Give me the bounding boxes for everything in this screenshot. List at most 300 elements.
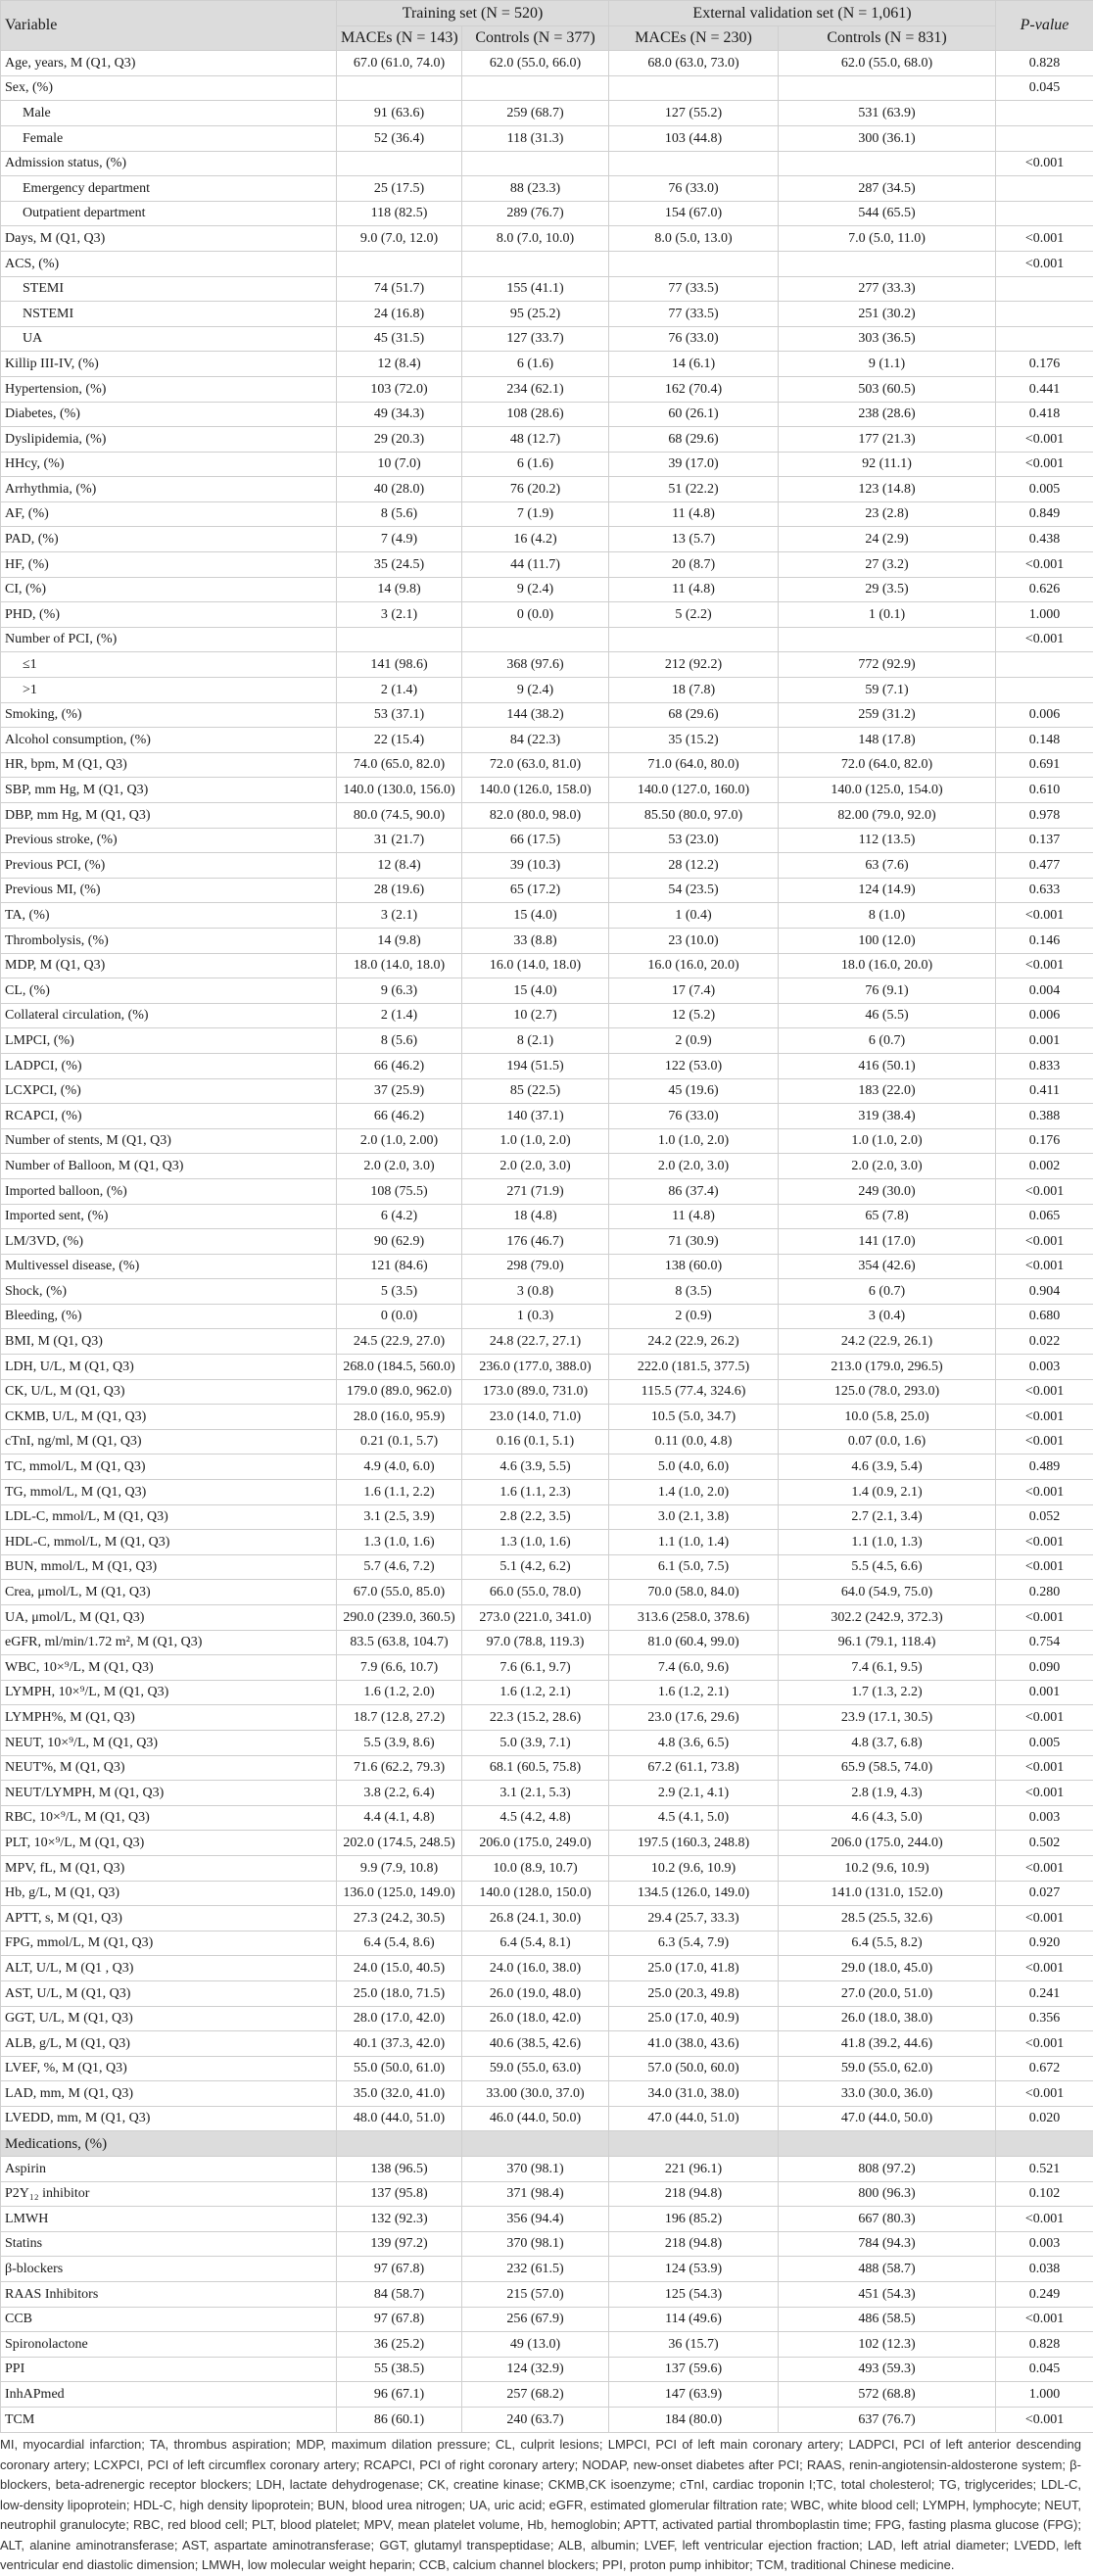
row-label-lad-mm-m-q1-q3: LAD, mm, M (Q1, Q3): [1, 2081, 337, 2107]
cell-value: 140 (37.1): [462, 1104, 609, 1129]
cell-value: 1.6 (1.2, 2.1): [609, 1680, 779, 1705]
cell-value: 95 (25.2): [462, 302, 609, 327]
cell-value: 24 (2.9): [779, 527, 996, 552]
cell-value: 28.0 (17.0, 42.0): [337, 2006, 462, 2031]
table-row: [1, 201, 1093, 226]
cell-value: 100 (12.0): [779, 928, 996, 953]
table-row: [1, 627, 1093, 652]
cell-value: 2 (1.4): [337, 678, 462, 703]
row-label-nstemi: NSTEMI: [1, 302, 337, 327]
cell-value: 222.0 (181.5, 377.5): [609, 1355, 779, 1380]
table-row: [1, 51, 1093, 76]
table-row: [1, 577, 1093, 602]
row-label-hb-g-l-m-q1-q3: Hb, g/L, M (Q1, Q3): [1, 1881, 337, 1906]
cell-value: 132 (92.3): [337, 2207, 462, 2232]
table-row: [1, 928, 1093, 953]
cell-value: 84 (58.7): [337, 2282, 462, 2308]
table-row: [1, 1053, 1093, 1078]
cell-p-value: 0.148: [996, 728, 1093, 753]
cell-value: 2.0 (2.0, 3.0): [609, 1154, 779, 1179]
cell-value: 784 (94.3): [779, 2231, 996, 2257]
cell-value: 82.0 (80.0, 98.0): [462, 803, 609, 829]
cell-value: 23.0 (14.0, 71.0): [462, 1405, 609, 1430]
cell-value: 138 (96.5): [337, 2157, 462, 2182]
table-row: [1, 1279, 1093, 1305]
table-row: [1, 978, 1093, 1004]
cell-value: 10.5 (5.0, 34.7): [609, 1405, 779, 1430]
cell-value: 14 (9.8): [337, 928, 462, 953]
table-row: [1, 1831, 1093, 1856]
row-label-ccb: CCB: [1, 2307, 337, 2332]
cell-value: [609, 2131, 779, 2157]
cell-value: 36 (25.2): [337, 2332, 462, 2358]
cell-value: 35 (15.2): [609, 728, 779, 753]
cell-p-value: 0.001: [996, 1680, 1093, 1705]
cell-value: 1.0 (1.0, 2.0): [609, 1128, 779, 1154]
cell-value: [779, 151, 996, 176]
row-label-spironolactone: Spironolactone: [1, 2332, 337, 2358]
row-label-imported-sent: Imported sent, (%): [1, 1204, 337, 1229]
cell-value: 1.3 (1.0, 1.6): [462, 1530, 609, 1555]
cell-value: 1.6 (1.2, 2.0): [337, 1680, 462, 1705]
cell-value: 0.16 (0.1, 5.1): [462, 1429, 609, 1455]
table-row: [1, 477, 1093, 502]
cell-p-value: [996, 176, 1093, 202]
cell-p-value: <0.001: [996, 1755, 1093, 1781]
cell-p-value: 0.003: [996, 1805, 1093, 1831]
cell-value: 176 (46.7): [462, 1229, 609, 1255]
cell-value: 37 (25.9): [337, 1078, 462, 1104]
cell-value: 65 (17.2): [462, 878, 609, 903]
cell-value: 11 (4.8): [609, 501, 779, 527]
table-row: [1, 2231, 1093, 2257]
cell-value: 6 (1.6): [462, 352, 609, 377]
cell-value: 251 (30.2): [779, 302, 996, 327]
table-row: [1, 2106, 1093, 2131]
cell-value: 667 (80.3): [779, 2207, 996, 2232]
cell-value: 1.6 (1.1, 2.2): [337, 1480, 462, 1505]
cell-value: [337, 75, 462, 101]
table-row: [1, 828, 1093, 853]
table-row: [1, 1605, 1093, 1631]
table-row: [1, 903, 1093, 929]
row-label-arrhythmia: Arrhythmia, (%): [1, 477, 337, 502]
cell-value: 271 (71.9): [462, 1178, 609, 1204]
cell-p-value: 0.920: [996, 1931, 1093, 1956]
cell-value: 41.8 (39.2, 44.6): [779, 2031, 996, 2057]
cell-p-value: <0.001: [996, 903, 1093, 929]
cell-value: 3.1 (2.5, 3.9): [337, 1504, 462, 1530]
cell-value: 39 (10.3): [462, 853, 609, 879]
row-label-ckmb-u-l-m-q1-q3: CKMB, U/L, M (Q1, Q3): [1, 1405, 337, 1430]
cell-value: 147 (63.9): [609, 2382, 779, 2408]
row-label-hhcy: HHcy, (%): [1, 452, 337, 477]
row-label-lm-3vd: LM/3VD, (%): [1, 1229, 337, 1255]
cell-value: 28.5 (25.5, 32.6): [779, 1906, 996, 1932]
cell-value: 10.2 (9.6, 10.9): [609, 1855, 779, 1881]
cell-value: 0 (0.0): [337, 1304, 462, 1329]
cell-value: 273.0 (221.0, 341.0): [462, 1605, 609, 1631]
cell-value: 54 (23.5): [609, 878, 779, 903]
cell-value: 27.0 (20.0, 51.0): [779, 1980, 996, 2006]
cell-value: 137 (95.8): [337, 2181, 462, 2207]
cell-value: 62.0 (55.0, 68.0): [779, 51, 996, 76]
cell-value: 2.0 (2.0, 3.0): [462, 1154, 609, 1179]
cell-value: 144 (38.2): [462, 702, 609, 728]
cell-p-value: 0.610: [996, 778, 1093, 803]
cell-value: 96 (67.1): [337, 2382, 462, 2408]
cell-value: 29.0 (18.0, 45.0): [779, 1956, 996, 1981]
row-label-previous-stroke: Previous stroke, (%): [1, 828, 337, 853]
cell-value: 4.8 (3.7, 6.8): [779, 1730, 996, 1755]
table-body: [1, 1, 1093, 2433]
cell-value: 23 (2.8): [779, 501, 996, 527]
cell-value: 76 (33.0): [609, 1104, 779, 1129]
cell-value: [779, 627, 996, 652]
cell-value: 1.4 (1.0, 2.0): [609, 1480, 779, 1505]
cell-value: 45 (19.6): [609, 1078, 779, 1104]
cell-value: 48 (12.7): [462, 427, 609, 453]
cell-p-value: <0.001: [996, 1781, 1093, 1806]
row-label-ta: TA, (%): [1, 903, 337, 929]
cell-value: 9 (6.3): [337, 978, 462, 1004]
cell-p-value: <0.001: [996, 251, 1093, 276]
cell-value: 24.0 (15.0, 40.5): [337, 1956, 462, 1981]
cell-p-value: <0.001: [996, 2207, 1093, 2232]
cell-value: 44 (11.7): [462, 552, 609, 578]
table-row: [1, 1980, 1093, 2006]
cell-value: 127 (55.2): [609, 101, 779, 126]
table-row: [1, 1304, 1093, 1329]
cell-value: 3.0 (2.1, 3.8): [609, 1504, 779, 1530]
cell-p-value: [996, 101, 1093, 126]
cell-value: 65.9 (58.5, 74.0): [779, 1755, 996, 1781]
cell-value: 49 (34.3): [337, 402, 462, 427]
cell-value: 2.8 (1.9, 4.3): [779, 1781, 996, 1806]
row-label-neut-lymph-m-q1-q3: NEUT/LYMPH, M (Q1, Q3): [1, 1781, 337, 1806]
table-header-row: [1, 1, 1093, 26]
row-label-1: ≤1: [1, 652, 337, 678]
cell-value: 60 (26.1): [609, 402, 779, 427]
cell-p-value: [996, 125, 1093, 151]
cell-value: 35 (24.5): [337, 552, 462, 578]
cell-p-value: 0.005: [996, 477, 1093, 502]
row-label-stemi: STEMI: [1, 276, 337, 302]
cell-value: 5.0 (4.0, 6.0): [609, 1455, 779, 1480]
cell-value: 20 (8.7): [609, 552, 779, 578]
cell-value: 29.4 (25.7, 33.3): [609, 1906, 779, 1932]
cell-value: 124 (14.9): [779, 878, 996, 903]
cell-p-value: 0.904: [996, 1279, 1093, 1305]
table-row: [1, 302, 1093, 327]
cell-value: 218 (94.8): [609, 2181, 779, 2207]
cell-value: 29 (20.3): [337, 427, 462, 453]
cell-value: 221 (96.1): [609, 2157, 779, 2182]
cell-value: 64.0 (54.9, 75.0): [779, 1580, 996, 1605]
row-label-fpg-mmol-l-m-q1-q3: FPG, mmol/L, M (Q1, Q3): [1, 1931, 337, 1956]
cell-value: 16 (4.2): [462, 527, 609, 552]
cell-value: 2 (1.4): [337, 1003, 462, 1028]
cell-p-value: 0.045: [996, 2357, 1093, 2382]
cell-p-value: <0.001: [996, 1379, 1093, 1405]
cell-value: 74 (51.7): [337, 276, 462, 302]
table-row: [1, 1003, 1093, 1028]
cell-value: 451 (54.3): [779, 2282, 996, 2308]
cell-p-value: <0.001: [996, 552, 1093, 578]
cell-value: 48.0 (44.0, 51.0): [337, 2106, 462, 2131]
table-row: [1, 2282, 1093, 2308]
cell-value: 8 (1.0): [779, 903, 996, 929]
cell-value: 28 (12.2): [609, 853, 779, 879]
cell-value: 18 (4.8): [462, 1204, 609, 1229]
cell-value: 40.1 (37.3, 42.0): [337, 2031, 462, 2057]
table-row: [1, 1078, 1093, 1104]
cell-value: 124 (53.9): [609, 2257, 779, 2282]
cell-p-value: <0.001: [996, 2307, 1093, 2332]
cell-value: 6 (0.7): [779, 1028, 996, 1054]
cell-value: 85 (22.5): [462, 1078, 609, 1104]
row-label-shock: Shock, (%): [1, 1279, 337, 1305]
cell-p-value: 0.978: [996, 803, 1093, 829]
cell-value: 41.0 (38.0, 43.6): [609, 2031, 779, 2057]
cell-value: 68.0 (63.0, 73.0): [609, 51, 779, 76]
cell-value: 84 (22.3): [462, 728, 609, 753]
row-label-lcxpci: LCXPCI, (%): [1, 1078, 337, 1104]
table-row: [1, 452, 1093, 477]
cell-p-value: [996, 2131, 1093, 2157]
cell-value: 2 (0.9): [609, 1028, 779, 1054]
cell-value: 3.8 (2.2, 6.4): [337, 1781, 462, 1806]
cell-p-value: 0.828: [996, 2332, 1093, 2358]
cell-value: 9.9 (7.9, 10.8): [337, 1855, 462, 1881]
row-label-imported-balloon: Imported balloon, (%): [1, 1178, 337, 1204]
cell-value: 197.5 (160.3, 248.8): [609, 1831, 779, 1856]
table-row: [1, 352, 1093, 377]
row-label-alb-g-l-m-q1-q3: ALB, g/L, M (Q1, Q3): [1, 2031, 337, 2057]
row-label-aptt-s-m-q1-q3: APTT, s, M (Q1, Q3): [1, 1906, 337, 1932]
cell-p-value: 0.388: [996, 1104, 1093, 1129]
cell-value: 1.7 (1.3, 2.2): [779, 1680, 996, 1705]
cell-p-value: <0.001: [996, 1530, 1093, 1555]
cell-value: 12 (5.2): [609, 1003, 779, 1028]
cell-value: 302.2 (242.9, 372.3): [779, 1605, 996, 1631]
row-label-alt-u-l-m-q1-q3: ALT, U/L, M (Q1 , Q3): [1, 1956, 337, 1981]
cell-value: 14 (6.1): [609, 352, 779, 377]
header-training-maces: MACEs (N = 143): [337, 25, 462, 51]
cell-p-value: 0.418: [996, 402, 1093, 427]
row-label-bmi-m-q1-q3: BMI, M (Q1, Q3): [1, 1329, 337, 1355]
cell-value: 287 (34.5): [779, 176, 996, 202]
cell-p-value: <0.001: [996, 226, 1093, 252]
cell-value: 196 (85.2): [609, 2207, 779, 2232]
cell-value: 184 (80.0): [609, 2408, 779, 2433]
cell-p-value: 0.006: [996, 1003, 1093, 1028]
cell-value: 0 (0.0): [462, 602, 609, 628]
cell-value: 91 (63.6): [337, 101, 462, 126]
cell-value: 3 (2.1): [337, 903, 462, 929]
cell-value: 63 (7.6): [779, 853, 996, 879]
cell-value: 2 (0.9): [609, 1304, 779, 1329]
cell-p-value: 0.833: [996, 1053, 1093, 1078]
cell-value: 108 (28.6): [462, 402, 609, 427]
cell-value: 33.00 (30.0, 37.0): [462, 2081, 609, 2107]
table-row: [1, 728, 1093, 753]
cell-value: 138 (60.0): [609, 1254, 779, 1279]
cell-value: 5.7 (4.6, 7.2): [337, 1554, 462, 1580]
cell-value: 11 (4.8): [609, 1204, 779, 1229]
cell-value: 6 (0.7): [779, 1279, 996, 1305]
cell-p-value: 0.356: [996, 2006, 1093, 2031]
cell-value: 72.0 (64.0, 82.0): [779, 752, 996, 778]
cell-value: 83.5 (63.8, 104.7): [337, 1630, 462, 1655]
cell-value: 2.0 (1.0, 2.00): [337, 1128, 462, 1154]
cell-value: 486 (58.5): [779, 2307, 996, 2332]
cell-value: [779, 251, 996, 276]
cell-value: 23.0 (17.6, 29.6): [609, 1705, 779, 1731]
row-label-ldh-u-l-m-q1-q3: LDH, U/L, M (Q1, Q3): [1, 1355, 337, 1380]
row-label-age-years-m-q1-q3: Age, years, M (Q1, Q3): [1, 51, 337, 76]
table-row: [1, 953, 1093, 978]
cell-p-value: 0.090: [996, 1655, 1093, 1681]
cell-value: 493 (59.3): [779, 2357, 996, 2382]
cell-value: 3 (0.4): [779, 1304, 996, 1329]
row-label-days-m-q1-q3: Days, M (Q1, Q3): [1, 226, 337, 252]
cell-p-value: 1.000: [996, 602, 1093, 628]
row-label-ldl-c-mmol-l-m-q1-q3: LDL-C, mmol/L, M (Q1, Q3): [1, 1504, 337, 1530]
cell-value: 13 (5.7): [609, 527, 779, 552]
row-label-lvef-m-q1-q3: LVEF, %, M (Q1, Q3): [1, 2056, 337, 2081]
cell-value: 300 (36.1): [779, 125, 996, 151]
cell-value: [462, 2131, 609, 2157]
row-label-previous-mi: Previous MI, (%): [1, 878, 337, 903]
row-label-dyslipidemia: Dyslipidemia, (%): [1, 427, 337, 453]
cell-value: 256 (67.9): [462, 2307, 609, 2332]
table-row: [1, 2181, 1093, 2207]
table-row: [1, 1730, 1093, 1755]
cell-value: 124 (32.9): [462, 2357, 609, 2382]
table-row: [1, 678, 1093, 703]
cell-value: 7.6 (6.1, 9.7): [462, 1655, 609, 1681]
row-label-number-of-stents-m-q1-q3: Number of stents, M (Q1, Q3): [1, 1128, 337, 1154]
cell-value: 33 (8.8): [462, 928, 609, 953]
cell-value: 46 (5.5): [779, 1003, 996, 1028]
table-row: [1, 2257, 1093, 2282]
cell-value: 1 (0.4): [609, 903, 779, 929]
cell-value: 125.0 (78.0, 293.0): [779, 1379, 996, 1405]
cell-value: 67.0 (61.0, 74.0): [337, 51, 462, 76]
row-label-p2y-inhibitor: P2Y₁₂ inhibitor: [1, 2181, 337, 2207]
cell-value: 313.6 (258.0, 378.6): [609, 1605, 779, 1631]
cell-value: 86 (60.1): [337, 2408, 462, 2433]
table-row: [1, 1329, 1093, 1355]
row-label-alcohol-consumption: Alcohol consumption, (%): [1, 728, 337, 753]
cell-value: 12 (8.4): [337, 352, 462, 377]
cell-p-value: <0.001: [996, 1229, 1093, 1255]
table-row: [1, 1455, 1093, 1480]
cell-value: 36 (15.7): [609, 2332, 779, 2358]
cell-value: [337, 2131, 462, 2157]
row-label-thrombolysis: Thrombolysis, (%): [1, 928, 337, 953]
cell-value: 140.0 (125.0, 154.0): [779, 778, 996, 803]
cell-value: 29 (3.5): [779, 577, 996, 602]
cell-value: 53 (23.0): [609, 828, 779, 853]
cell-value: 259 (31.2): [779, 702, 996, 728]
cell-value: 24.0 (16.0, 38.0): [462, 1956, 609, 1981]
cell-value: 66 (46.2): [337, 1053, 462, 1078]
cell-value: 34.0 (31.0, 38.0): [609, 2081, 779, 2107]
table-row: [1, 1379, 1093, 1405]
cell-value: [462, 627, 609, 652]
cell-value: [779, 2131, 996, 2157]
row-label-ggt-u-l-m-q1-q3: GGT, U/L, M (Q1, Q3): [1, 2006, 337, 2031]
cell-p-value: 0.438: [996, 527, 1093, 552]
cell-value: 277 (33.3): [779, 276, 996, 302]
cell-value: 259 (68.7): [462, 101, 609, 126]
cell-value: 18.7 (12.8, 27.2): [337, 1705, 462, 1731]
cell-value: [462, 75, 609, 101]
cell-value: 18.0 (14.0, 18.0): [337, 953, 462, 978]
cell-value: [462, 151, 609, 176]
cell-value: 1.0 (1.0, 2.0): [462, 1128, 609, 1154]
cell-value: 108 (75.5): [337, 1178, 462, 1204]
cell-value: 1.6 (1.1, 2.3): [462, 1480, 609, 1505]
table-row: [1, 427, 1093, 453]
cell-value: 70.0 (58.0, 84.0): [609, 1580, 779, 1605]
cell-value: 28.0 (16.0, 95.9): [337, 1405, 462, 1430]
cell-value: 238 (28.6): [779, 402, 996, 427]
table-row: [1, 1805, 1093, 1831]
cell-value: 112 (13.5): [779, 828, 996, 853]
cell-value: 202.0 (174.5, 248.5): [337, 1831, 462, 1856]
cell-value: 24.5 (22.9, 27.0): [337, 1329, 462, 1355]
cell-value: 62.0 (55.0, 66.0): [462, 51, 609, 76]
cell-value: 22.3 (15.2, 28.6): [462, 1705, 609, 1731]
cell-value: 544 (65.5): [779, 201, 996, 226]
cell-value: 71.6 (62.2, 79.3): [337, 1755, 462, 1781]
cell-value: 68 (29.6): [609, 702, 779, 728]
cell-p-value: 0.003: [996, 2231, 1093, 2257]
cell-p-value: <0.001: [996, 1254, 1093, 1279]
table-row: [1, 1204, 1093, 1229]
cell-value: 123 (14.8): [779, 477, 996, 502]
cell-p-value: <0.001: [996, 1405, 1093, 1430]
table-row: [1, 1480, 1093, 1505]
cell-value: 5 (3.5): [337, 1279, 462, 1305]
cell-value: 8 (2.1): [462, 1028, 609, 1054]
cell-p-value: 0.176: [996, 352, 1093, 377]
cell-value: 49 (13.0): [462, 2332, 609, 2358]
cell-value: 1.1 (1.0, 1.3): [779, 1530, 996, 1555]
cell-p-value: <0.001: [996, 427, 1093, 453]
table-row: [1, 125, 1093, 151]
cell-value: 8 (5.6): [337, 501, 462, 527]
cell-value: 80.0 (74.5, 90.0): [337, 803, 462, 829]
cell-value: 118 (82.5): [337, 201, 462, 226]
table-row: [1, 1956, 1093, 1981]
cell-p-value: 0.005: [996, 1730, 1093, 1755]
cell-value: 33.0 (30.0, 36.0): [779, 2081, 996, 2107]
row-label-smoking: Smoking, (%): [1, 702, 337, 728]
table-row: [1, 1355, 1093, 1380]
cell-value: 179.0 (89.0, 962.0): [337, 1379, 462, 1405]
cell-p-value: <0.001: [996, 953, 1093, 978]
cell-value: 59 (7.1): [779, 678, 996, 703]
cell-value: 6.4 (5.4, 8.1): [462, 1931, 609, 1956]
cell-value: 488 (58.7): [779, 2257, 996, 2282]
row-label-statins: Statins: [1, 2231, 337, 2257]
cell-p-value: [996, 201, 1093, 226]
cell-value: 1 (0.3): [462, 1304, 609, 1329]
